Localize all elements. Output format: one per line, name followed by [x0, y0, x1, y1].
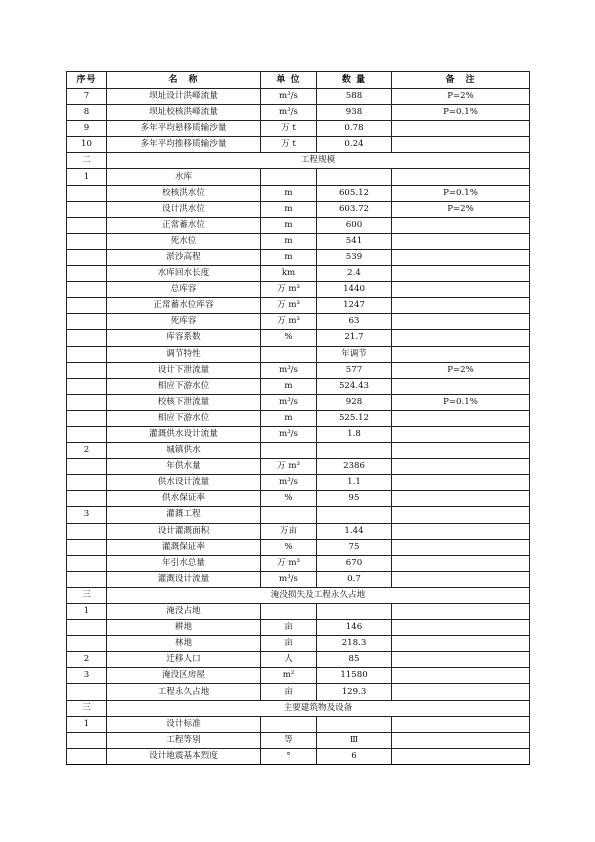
- table-row: [67, 330, 530, 346]
- table-row: [67, 459, 530, 475]
- row-unit: m: [261, 185, 317, 201]
- row-number: [67, 459, 107, 475]
- row-unit: 等: [261, 732, 317, 748]
- row-name: 供水保证率: [107, 491, 261, 507]
- row-name: 调节特性: [107, 346, 261, 362]
- row-remark: [392, 507, 530, 523]
- row-unit: m³/s: [261, 571, 317, 587]
- row-number: [67, 620, 107, 636]
- row-unit: %: [261, 539, 317, 555]
- row-unit: 万 m³: [261, 282, 317, 298]
- row-remark: [392, 748, 530, 764]
- row-remark: [392, 266, 530, 282]
- row-unit: 亩: [261, 636, 317, 652]
- row-unit: 万 m³: [261, 555, 317, 571]
- row-number: 7: [67, 89, 107, 105]
- row-remark: [392, 571, 530, 587]
- row-remark: [392, 668, 530, 684]
- row-quantity: 11580: [317, 668, 392, 684]
- row-number: [67, 217, 107, 233]
- row-number: [67, 410, 107, 426]
- row-unit: m³/s: [261, 426, 317, 442]
- row-unit: m³/s: [261, 394, 317, 410]
- row-remark: [392, 346, 530, 362]
- row-name: 迁移人口: [107, 652, 261, 668]
- section-title: 工程规模: [107, 153, 530, 169]
- row-name: 淹没占地: [107, 604, 261, 620]
- row-number: [67, 298, 107, 314]
- row-name: 正常蓄水位库容: [107, 298, 261, 314]
- table-row: [67, 668, 530, 684]
- row-remark: [392, 330, 530, 346]
- row-number: [67, 249, 107, 265]
- table-row: [67, 201, 530, 217]
- row-remark: [392, 684, 530, 700]
- table-row: [67, 620, 530, 636]
- row-unit: m²: [261, 668, 317, 684]
- section-row: [67, 153, 530, 169]
- row-quantity: 588: [317, 89, 392, 105]
- row-remark: [392, 716, 530, 732]
- section-number: 三: [67, 700, 107, 716]
- table-row: [67, 732, 530, 748]
- table-row: [67, 185, 530, 201]
- row-name: 相应下游水位: [107, 378, 261, 394]
- row-number: [67, 636, 107, 652]
- row-remark: [392, 459, 530, 475]
- row-name: 多年平均悬移质输沙量: [107, 121, 261, 137]
- row-remark: [392, 604, 530, 620]
- row-unit: m: [261, 249, 317, 265]
- row-number: [67, 330, 107, 346]
- table-row: [67, 636, 530, 652]
- row-remark: P=0.1%: [392, 185, 530, 201]
- row-number: [67, 523, 107, 539]
- header-quantity: 数 量: [317, 72, 392, 89]
- row-remark: [392, 475, 530, 491]
- table-row: [67, 105, 530, 121]
- section-title: 淹没损失及工程永久占地: [107, 587, 530, 603]
- row-number: 8: [67, 105, 107, 121]
- table-row: [67, 426, 530, 442]
- row-number: 2: [67, 652, 107, 668]
- row-unit: 亩: [261, 684, 317, 700]
- row-name: 灌溉工程: [107, 507, 261, 523]
- row-name: 总库容: [107, 282, 261, 298]
- row-remark: P=2%: [392, 201, 530, 217]
- row-quantity: [317, 716, 392, 732]
- row-name: 正常蓄水位: [107, 217, 261, 233]
- engineering-characteristics-table: [66, 71, 530, 765]
- row-remark: P=0.1%: [392, 105, 530, 121]
- row-remark: [392, 298, 530, 314]
- header-remark: 备 注: [392, 72, 530, 89]
- row-name: 淹没区房屋: [107, 668, 261, 684]
- row-remark: [392, 555, 530, 571]
- row-quantity: 0.7: [317, 571, 392, 587]
- table-row: [67, 89, 530, 105]
- table-row: [67, 652, 530, 668]
- row-remark: [392, 410, 530, 426]
- table-row: [67, 217, 530, 233]
- row-number: [67, 314, 107, 330]
- row-name: 水库回水长度: [107, 266, 261, 282]
- table-row: [67, 523, 530, 539]
- row-unit: [261, 443, 317, 459]
- table-row: [67, 266, 530, 282]
- table-row: [67, 169, 530, 185]
- row-unit: m: [261, 410, 317, 426]
- header-no: 序号: [67, 72, 107, 89]
- row-quantity: 525.12: [317, 410, 392, 426]
- row-remark: [392, 491, 530, 507]
- table-row: [67, 716, 530, 732]
- row-remark: [392, 732, 530, 748]
- row-quantity: 129.3: [317, 684, 392, 700]
- table-row: [67, 346, 530, 362]
- row-remark: P=2%: [392, 362, 530, 378]
- row-number: [67, 426, 107, 442]
- row-remark: [392, 137, 530, 153]
- row-name: 城镇供水: [107, 443, 261, 459]
- row-quantity: 600: [317, 217, 392, 233]
- row-remark: P=2%: [392, 89, 530, 105]
- table-row: [67, 314, 530, 330]
- row-unit: m³/s: [261, 475, 317, 491]
- row-name: 多年平均推移质输沙量: [107, 137, 261, 153]
- row-remark: [392, 233, 530, 249]
- row-unit: 人: [261, 652, 317, 668]
- row-quantity: 605.12: [317, 185, 392, 201]
- row-name: 工程等别: [107, 732, 261, 748]
- row-name: 设计标准: [107, 716, 261, 732]
- row-number: [67, 266, 107, 282]
- row-remark: [392, 523, 530, 539]
- row-name: 淤沙高程: [107, 249, 261, 265]
- row-quantity: 218.3: [317, 636, 392, 652]
- row-number: [67, 684, 107, 700]
- row-unit: °: [261, 748, 317, 764]
- row-quantity: 年调节: [317, 346, 392, 362]
- row-quantity: 6: [317, 748, 392, 764]
- row-name: 年引水总量: [107, 555, 261, 571]
- row-unit: %: [261, 491, 317, 507]
- row-quantity: 670: [317, 555, 392, 571]
- row-quantity: 2.4: [317, 266, 392, 282]
- row-number: [67, 346, 107, 362]
- table-row: [67, 555, 530, 571]
- row-remark: P=0.1%: [392, 394, 530, 410]
- row-unit: [261, 507, 317, 523]
- row-number: 9: [67, 121, 107, 137]
- row-unit: 万 t: [261, 137, 317, 153]
- row-name: 供水设计流量: [107, 475, 261, 491]
- table-row: [67, 249, 530, 265]
- row-unit: %: [261, 330, 317, 346]
- row-unit: m: [261, 378, 317, 394]
- row-name: 设计下泄流量: [107, 362, 261, 378]
- table-row: [67, 298, 530, 314]
- table-row: [67, 233, 530, 249]
- row-name: 库容系数: [107, 330, 261, 346]
- row-quantity: 0.24: [317, 137, 392, 153]
- row-unit: 万 m³: [261, 314, 317, 330]
- row-quantity: 0.78: [317, 121, 392, 137]
- row-quantity: Ⅲ: [317, 732, 392, 748]
- row-unit: m: [261, 233, 317, 249]
- row-unit: [261, 346, 317, 362]
- row-name: 坝址校核洪峰流量: [107, 105, 261, 121]
- table-row: [67, 604, 530, 620]
- row-name: 耕地: [107, 620, 261, 636]
- row-remark: [392, 217, 530, 233]
- table-row: [67, 137, 530, 153]
- row-number: [67, 378, 107, 394]
- row-unit: km: [261, 266, 317, 282]
- row-quantity: 938: [317, 105, 392, 121]
- row-quantity: 1440: [317, 282, 392, 298]
- row-remark: [392, 652, 530, 668]
- table-row: [67, 282, 530, 298]
- row-number: [67, 394, 107, 410]
- row-name: 灌溉设计流量: [107, 571, 261, 587]
- table-row: [67, 394, 530, 410]
- row-quantity: 577: [317, 362, 392, 378]
- section-number: 二: [67, 153, 107, 169]
- table-row: [67, 539, 530, 555]
- row-remark: [392, 620, 530, 636]
- row-name: 设计洪水位: [107, 201, 261, 217]
- row-quantity: 63: [317, 314, 392, 330]
- row-unit: [261, 169, 317, 185]
- row-quantity: 539: [317, 249, 392, 265]
- row-unit: m: [261, 217, 317, 233]
- row-number: [67, 282, 107, 298]
- row-number: 1: [67, 169, 107, 185]
- header-unit: 单 位: [261, 72, 317, 89]
- table-row: [67, 443, 530, 459]
- row-quantity: [317, 507, 392, 523]
- row-name: 坝址设计洪峰流量: [107, 89, 261, 105]
- row-remark: [392, 636, 530, 652]
- table-row: [67, 362, 530, 378]
- row-quantity: 524.43: [317, 378, 392, 394]
- row-name: 年供水量: [107, 459, 261, 475]
- row-name: 工程永久占地: [107, 684, 261, 700]
- table-header-row: [67, 72, 530, 89]
- table-row: [67, 475, 530, 491]
- row-remark: [392, 314, 530, 330]
- row-number: [67, 185, 107, 201]
- row-unit: m³/s: [261, 362, 317, 378]
- row-unit: 万 m³: [261, 298, 317, 314]
- table-row: [67, 491, 530, 507]
- row-quantity: 2386: [317, 459, 392, 475]
- row-name: 灌溉保证率: [107, 539, 261, 555]
- row-unit: 万亩: [261, 523, 317, 539]
- row-unit: m: [261, 201, 317, 217]
- row-quantity: 1.8: [317, 426, 392, 442]
- row-name: 设计灌溉面积: [107, 523, 261, 539]
- row-number: [67, 571, 107, 587]
- table-row: [67, 748, 530, 764]
- row-quantity: [317, 443, 392, 459]
- row-remark: [392, 121, 530, 137]
- row-number: 1: [67, 716, 107, 732]
- row-number: [67, 555, 107, 571]
- row-number: [67, 732, 107, 748]
- row-remark: [392, 169, 530, 185]
- row-quantity: 95: [317, 491, 392, 507]
- table-row: [67, 571, 530, 587]
- row-remark: [392, 378, 530, 394]
- row-number: 3: [67, 507, 107, 523]
- row-number: 3: [67, 668, 107, 684]
- row-name: 死水位: [107, 233, 261, 249]
- row-quantity: 1.44: [317, 523, 392, 539]
- row-quantity: 146: [317, 620, 392, 636]
- table-row: [67, 121, 530, 137]
- row-unit: 亩: [261, 620, 317, 636]
- row-unit: 万 t: [261, 121, 317, 137]
- row-number: [67, 475, 107, 491]
- row-name: 林地: [107, 636, 261, 652]
- row-number: 10: [67, 137, 107, 153]
- row-name: 灌溉供水设计流量: [107, 426, 261, 442]
- row-remark: [392, 443, 530, 459]
- row-unit: [261, 716, 317, 732]
- row-remark: [392, 282, 530, 298]
- row-number: 2: [67, 443, 107, 459]
- row-quantity: 541: [317, 233, 392, 249]
- row-quantity: 21.7: [317, 330, 392, 346]
- row-number: [67, 748, 107, 764]
- row-unit: [261, 604, 317, 620]
- row-quantity: 1.1: [317, 475, 392, 491]
- row-quantity: [317, 169, 392, 185]
- row-quantity: 85: [317, 652, 392, 668]
- row-name: 相应下游水位: [107, 410, 261, 426]
- table-row: [67, 684, 530, 700]
- row-quantity: [317, 604, 392, 620]
- row-number: [67, 491, 107, 507]
- table-row: [67, 507, 530, 523]
- row-quantity: 1247: [317, 298, 392, 314]
- row-name: 死库容: [107, 314, 261, 330]
- row-number: [67, 201, 107, 217]
- table-row: [67, 410, 530, 426]
- row-quantity: 928: [317, 394, 392, 410]
- row-remark: [392, 539, 530, 555]
- section-title: 主要建筑物及设备: [107, 700, 530, 716]
- row-number: [67, 539, 107, 555]
- row-number: 1: [67, 604, 107, 620]
- row-unit: 万 m³: [261, 459, 317, 475]
- row-unit: m³/s: [261, 89, 317, 105]
- row-name: 设计地震基本烈度: [107, 748, 261, 764]
- row-name: 校核下泄流量: [107, 394, 261, 410]
- row-unit: m³/s: [261, 105, 317, 121]
- row-name: 校核洪水位: [107, 185, 261, 201]
- section-row: [67, 587, 530, 603]
- table-row: [67, 378, 530, 394]
- row-remark: [392, 426, 530, 442]
- row-quantity: 603.72: [317, 201, 392, 217]
- table-body: [67, 89, 530, 765]
- section-number: 三: [67, 587, 107, 603]
- row-number: [67, 362, 107, 378]
- row-number: [67, 233, 107, 249]
- header-name: 名 称: [107, 72, 261, 89]
- row-name: 水库: [107, 169, 261, 185]
- section-row: [67, 700, 530, 716]
- row-quantity: 75: [317, 539, 392, 555]
- row-remark: [392, 249, 530, 265]
